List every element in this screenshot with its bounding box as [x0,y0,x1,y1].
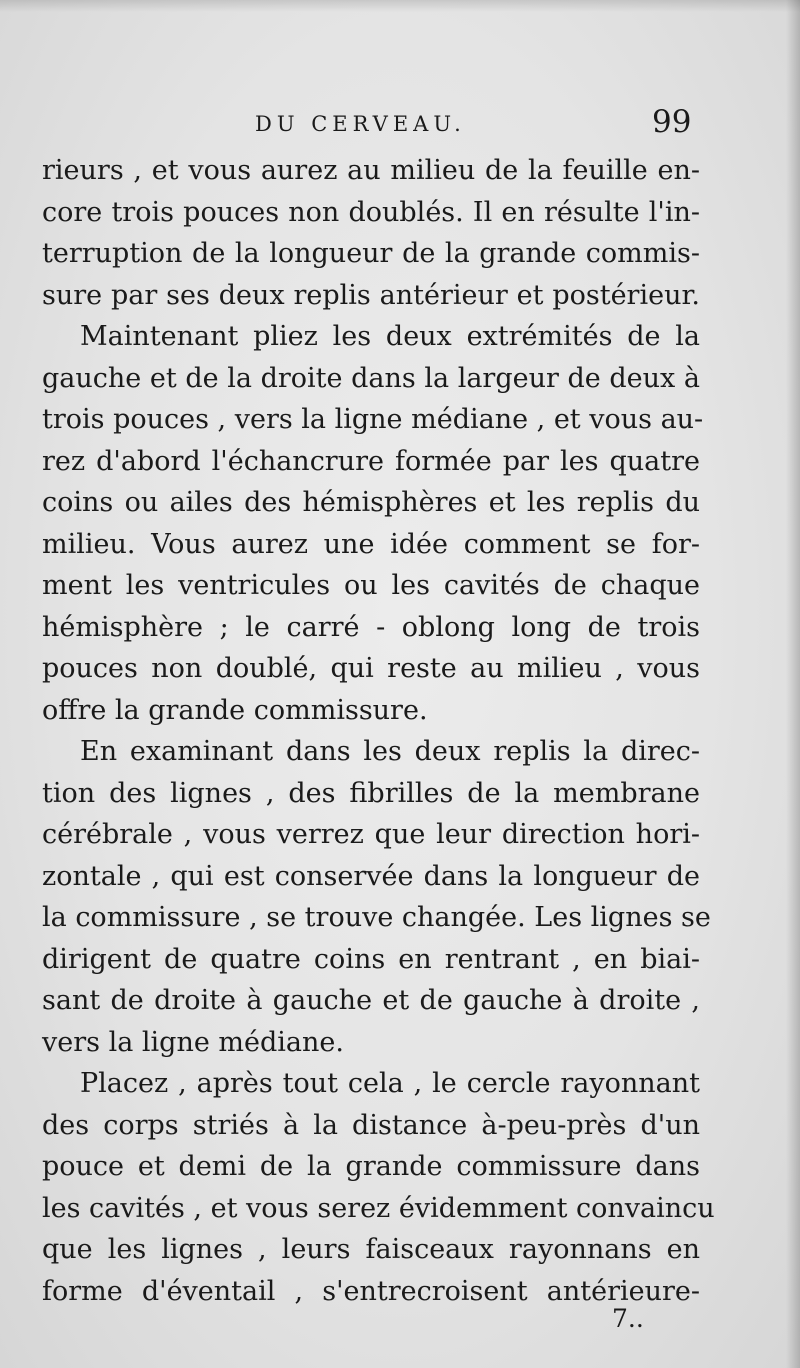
text-line: gauche et de la droite dans la largeur de deux à [42,362,700,394]
text-line-paragraph-end: vers la ligne médiane. [42,1026,344,1058]
text-line: trois pouces , vers la ligne médiane , et vous au- [42,404,704,435]
text-line: sant de droite à gauche et de gauche à droite , [42,985,700,1016]
text-line: la commissure , se trouve changée. Les lignes se [42,902,711,933]
text-line: cérébrale , vous verrez que leur direction hori- [42,819,700,850]
text-line: pouce et demi de la grande commissure dans [42,1151,700,1182]
text-line: core trois pouces non doublés. Il en résulte l'in- [42,196,700,228]
page-edge-shading [786,0,800,1368]
text-line-paragraph-end: offre la grande commissure. [42,694,428,726]
page-number: 99 [652,104,692,140]
text-line: rieurs , et vous aurez au milieu de la feuille en- [42,155,700,186]
text-line-paragraph-start: En examinant dans les deux replis la direc- [80,736,700,767]
text-line: terruption de la longueur de la grande commis- [42,238,700,269]
running-head: DU CERVEAU. [255,112,466,136]
text-line-paragraph-start: Placez , après tout cela , le cercle rayonnant [80,1068,700,1099]
text-line: pouces non doublé, qui reste au milieu , vous [42,653,700,684]
text-line: dirigent de quatre coins en rentrant , en biai- [42,943,700,975]
text-line: des corps striés à la distance à-peu-près d'un [42,1109,700,1141]
text-line: forme d'éventail , s'entrecroisent antérieure- [42,1275,700,1307]
body-text [42,150,715,1312]
text-line: milieu. Vous aurez une idée comment se for- [42,528,700,560]
page-header [0,104,800,148]
text-line: tion des lignes , des fibrilles de la membrane [42,777,700,809]
text-line: hémisphère ; le carré - oblong long de trois [42,611,700,643]
signature-mark: 7.. [612,1304,644,1333]
text-line: que les lignes , leurs faisceaux rayonnans en [42,1234,700,1265]
text-line: rez d'abord l'échancrure formée par les quatre [42,445,700,477]
text-line: zontale , qui est conservée dans la longueur de [42,860,700,892]
text-line: les cavités , et vous serez évidemment convaincu [42,1192,715,1224]
text-line: sure par ses deux replis antérieur et postérieur. [42,279,700,311]
text-line: coins ou ailes des hémisphères et les replis du [42,487,700,518]
text-line: ment les ventricules ou les cavités de chaque [42,570,700,601]
text-line-paragraph-start: Maintenant pliez les deux extrémités de la [80,321,700,352]
page-top-shading [0,0,800,12]
